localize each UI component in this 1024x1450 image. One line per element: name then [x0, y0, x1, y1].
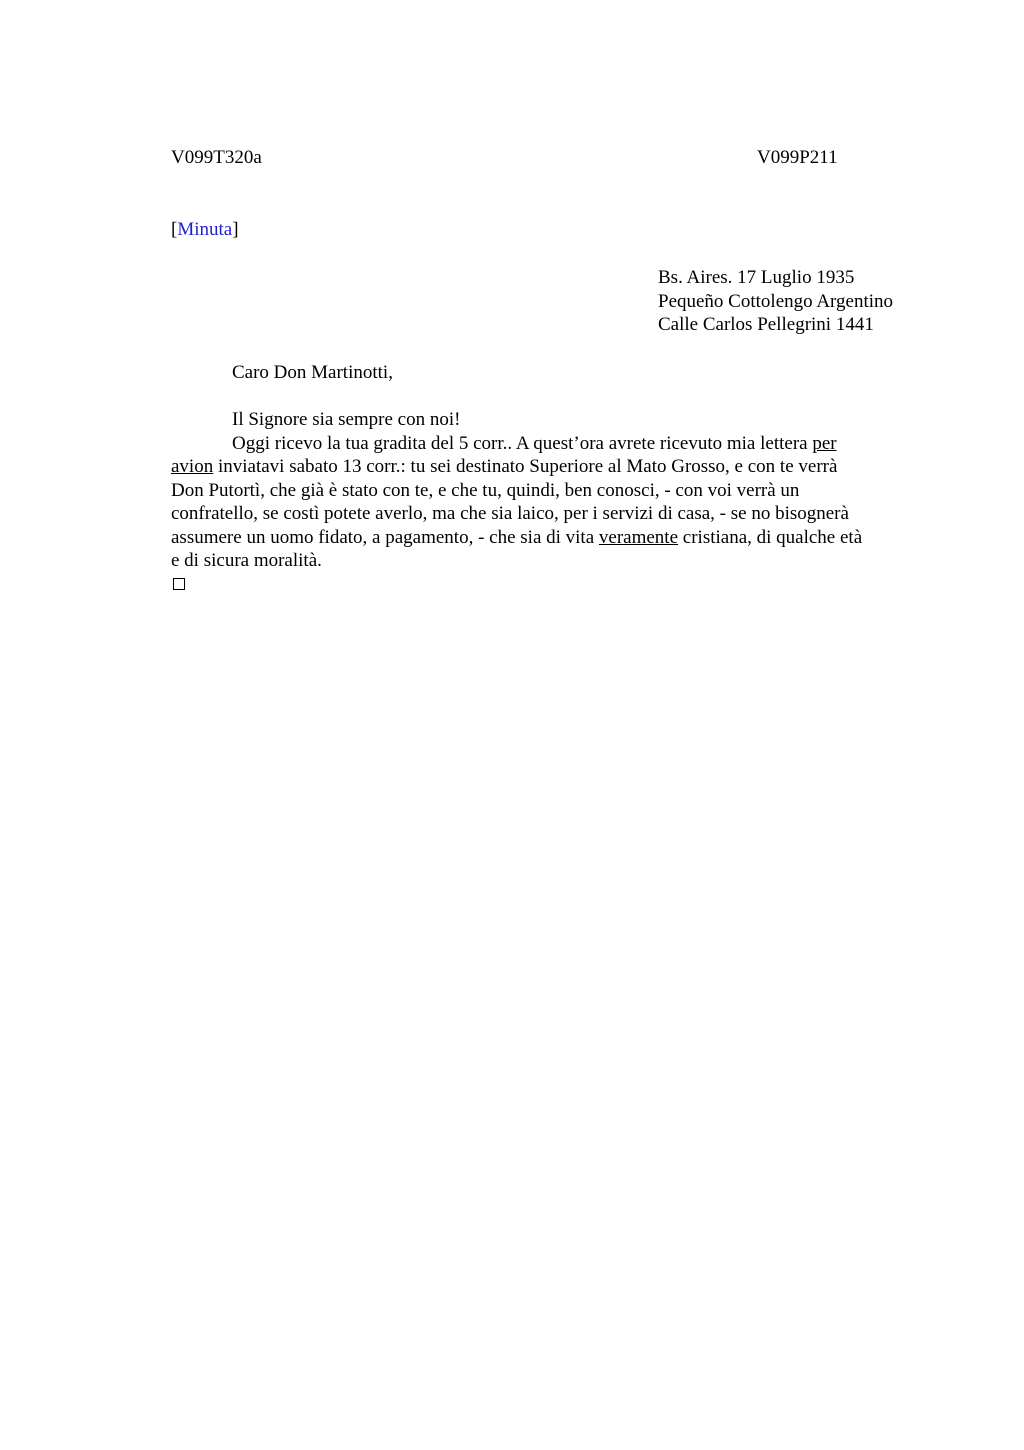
- address-institution-line: Pequeño Cottolengo Argentino: [658, 290, 894, 312]
- minuta-label: [171, 218, 239, 242]
- body-line: [171, 455, 931, 479]
- underlined-text: veramente: [598, 526, 679, 548]
- document-code-left: V099T320a: [171, 147, 262, 168]
- empty-box-icon: [173, 578, 185, 590]
- body-text-segment: Oggi ricevo la tua gradita del 5 corr.. A quest’ora avrete ricevuto mia lettera: [232, 432, 813, 454]
- body-line: confratello, se costì potete averlo, ma che sia laico, per i servizi di casa, - se no bisognerà: [171, 503, 849, 524]
- minuta-open-bracket: [: [171, 219, 178, 240]
- minuta-close-bracket: ]: [232, 219, 239, 240]
- underlined-text: per: [812, 432, 837, 454]
- underlined-text: avion: [171, 456, 214, 477]
- document-code-right: V099P211: [757, 147, 838, 168]
- body-line: Don Putortì, che già è stato con te, e che tu, quindi, ben conosci, - con voi verrà un: [171, 479, 800, 501]
- sender-address: [658, 266, 958, 337]
- body-line: Il Signore sia sempre con noi!: [232, 409, 461, 430]
- body-text-segment: assumere un uomo fidato, a pagamento, - che sia di vita: [171, 526, 599, 548]
- body-line: [171, 526, 931, 550]
- address-street-line: Calle Carlos Pellegrini 1441: [658, 314, 874, 335]
- address-date-line: Bs. Aires. 17 Luglio 1935: [658, 267, 855, 288]
- body-text-segment: cristiana, di qualche età: [678, 526, 863, 548]
- minuta-link[interactable]: Minuta: [177, 219, 233, 240]
- letter-body: [171, 408, 931, 573]
- body-text-segment: inviatavi sabato 13 corr.: tu sei destinato Superiore al Mato Grosso, e con te verrà: [213, 456, 838, 477]
- salutation: Caro Don Martinotti,: [232, 362, 393, 383]
- body-line: [171, 432, 931, 456]
- body-line: e di sicura moralità.: [171, 550, 322, 571]
